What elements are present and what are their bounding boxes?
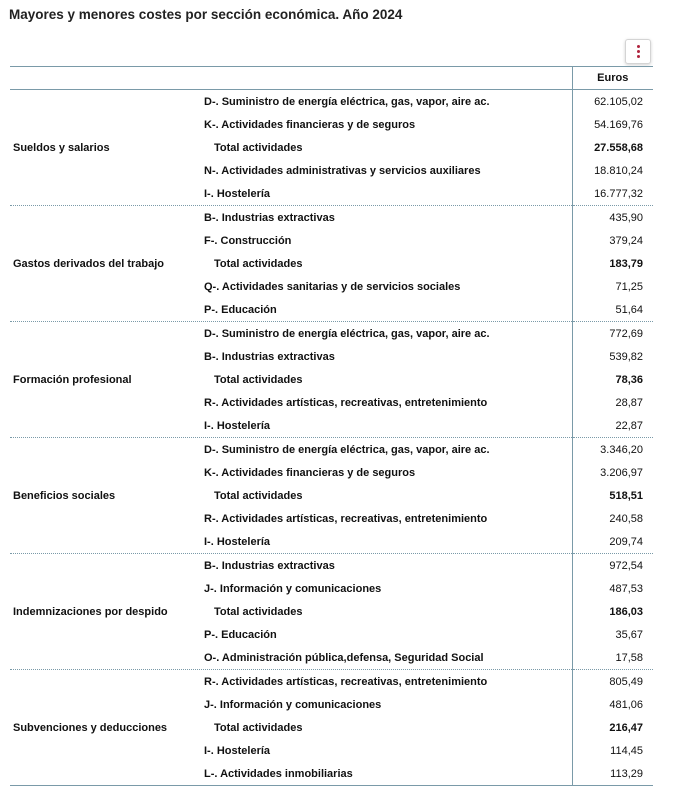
activity-label: R-. Actividades artísticas, recreativas, entretenimiento [204,396,488,409]
activity-label: N-. Actividades administrativas y servicios auxiliares [204,164,481,177]
cost-value: 54.169,76 [572,113,653,136]
cost-value: 28,87 [572,391,653,414]
activity-label: D-. Suministro de energía eléctrica, gas, vapor, aire ac. [204,95,490,108]
activity-label: Total actividades [214,721,303,734]
cost-value: 487,53 [572,577,653,600]
activity-label: Total actividades [214,605,303,618]
activity-label: R-. Actividades artísticas, recreativas, entretenimiento [204,675,488,688]
chart-menu-button[interactable] [625,39,651,64]
page-title: Mayores y menores costes por sección económica. Año 2024 [9,7,403,22]
activity-label: L-. Actividades inmobiliarias [10,762,572,786]
activity-label: D-. Suministro de energía eléctrica, gas, vapor, aire ac. [204,327,490,340]
table-row [10,345,653,368]
activity-label: Total actividades [214,257,303,270]
kebab-menu-icon [637,45,640,60]
table-row [10,90,653,114]
table-row [10,623,653,646]
cost-value: 240,58 [572,507,653,530]
activity-label: P-. Educación [10,298,572,322]
activity-label: I-. Hostelería [204,744,271,757]
activity-label: O-. Administración pública,defensa, Seguridad Social [10,646,572,670]
table-row [10,739,653,762]
table-row [10,461,653,484]
section-label [10,716,572,739]
table-row [10,136,653,159]
table-row [10,298,653,322]
table-row [10,252,653,275]
activity-label: I-. Hostelería [10,530,572,554]
table-row [10,159,653,182]
section-name: Subvenciones y deducciones [13,721,168,734]
table-row [10,762,653,786]
table-row [10,438,653,462]
table-row [10,206,653,230]
activity-label: P-. Educación [204,628,277,641]
table-row [10,414,653,438]
table-row [10,554,653,578]
activity-label: F-. Construcción [204,234,292,247]
section-label [10,136,572,159]
table-row [10,693,653,716]
total-value: 186,03 [572,600,653,623]
cost-value: 71,25 [572,275,653,298]
cost-value: 17,58 [572,646,653,670]
table-row [10,391,653,414]
table-row [10,716,653,739]
activity-label: J-. Información y comunicaciones [204,698,382,711]
total-value: 216,47 [572,716,653,739]
activity-label: J-. Información y comunicaciones [204,582,382,595]
activity-label: R-. Actividades artísticas, recreativas, entretenimiento [204,512,488,525]
cost-value: 3.346,20 [572,438,653,462]
activity-label: Total actividades [214,141,303,154]
table-row [10,484,653,507]
total-value: 27.558,68 [572,136,653,159]
table-row [10,530,653,554]
table-row [10,322,653,346]
section-label [10,600,572,623]
total-value: 78,36 [572,368,653,391]
table-row [10,229,653,252]
costs-table [10,66,653,786]
activity-label: I-. Hostelería [10,414,572,438]
cost-value: 772,69 [572,322,653,346]
cost-value: 972,54 [572,554,653,578]
total-value: 183,79 [572,252,653,275]
activity-label: B-. Industrias extractivas [204,350,335,363]
table-body [10,90,653,786]
cost-value: 51,64 [572,298,653,322]
activity-label: Total actividades [214,373,303,386]
section-label [10,368,572,391]
header-euros: Euros [572,67,653,90]
table-row [10,507,653,530]
table-row [10,275,653,298]
section-name: Sueldos y salarios [13,141,110,154]
activity-label: Q-. Actividades sanitarias y de servicios sociales [204,280,461,293]
cost-value: 3.206,97 [572,461,653,484]
activity-label: Total actividades [214,489,303,502]
section-label [10,484,572,507]
section-name: Formación profesional [13,373,132,386]
cost-value: 113,29 [572,762,653,786]
cost-value: 481,06 [572,693,653,716]
table-row [10,182,653,206]
cost-value: 209,74 [572,530,653,554]
total-value: 518,51 [572,484,653,507]
cost-value: 114,45 [572,739,653,762]
section-label [10,252,572,275]
cost-value: 62.105,02 [572,90,653,114]
activity-label: B-. Industrias extractivas [204,559,335,572]
activity-label: K-. Actividades financieras y de seguros [204,118,416,131]
section-name: Gastos derivados del trabajo [13,257,164,270]
activity-label: D-. Suministro de energía eléctrica, gas, vapor, aire ac. [204,443,490,456]
cost-value: 35,67 [572,623,653,646]
activity-label: I-. Hostelería [10,182,572,206]
table-header-row [10,67,653,90]
table-row [10,600,653,623]
table-row [10,577,653,600]
cost-value: 805,49 [572,670,653,694]
cost-value: 22,87 [572,414,653,438]
section-name: Beneficios sociales [13,489,116,502]
cost-value: 18.810,24 [572,159,653,182]
header-blank [10,67,572,90]
cost-value: 16.777,32 [572,182,653,206]
table-row [10,670,653,694]
table-row [10,113,653,136]
activity-label: K-. Actividades financieras y de seguros [204,466,416,479]
table-row [10,646,653,670]
section-name: Indemnizaciones por despido [13,605,168,618]
cost-value: 379,24 [572,229,653,252]
table-row [10,368,653,391]
activity-label: B-. Industrias extractivas [204,211,335,224]
cost-value: 539,82 [572,345,653,368]
cost-value: 435,90 [572,206,653,230]
